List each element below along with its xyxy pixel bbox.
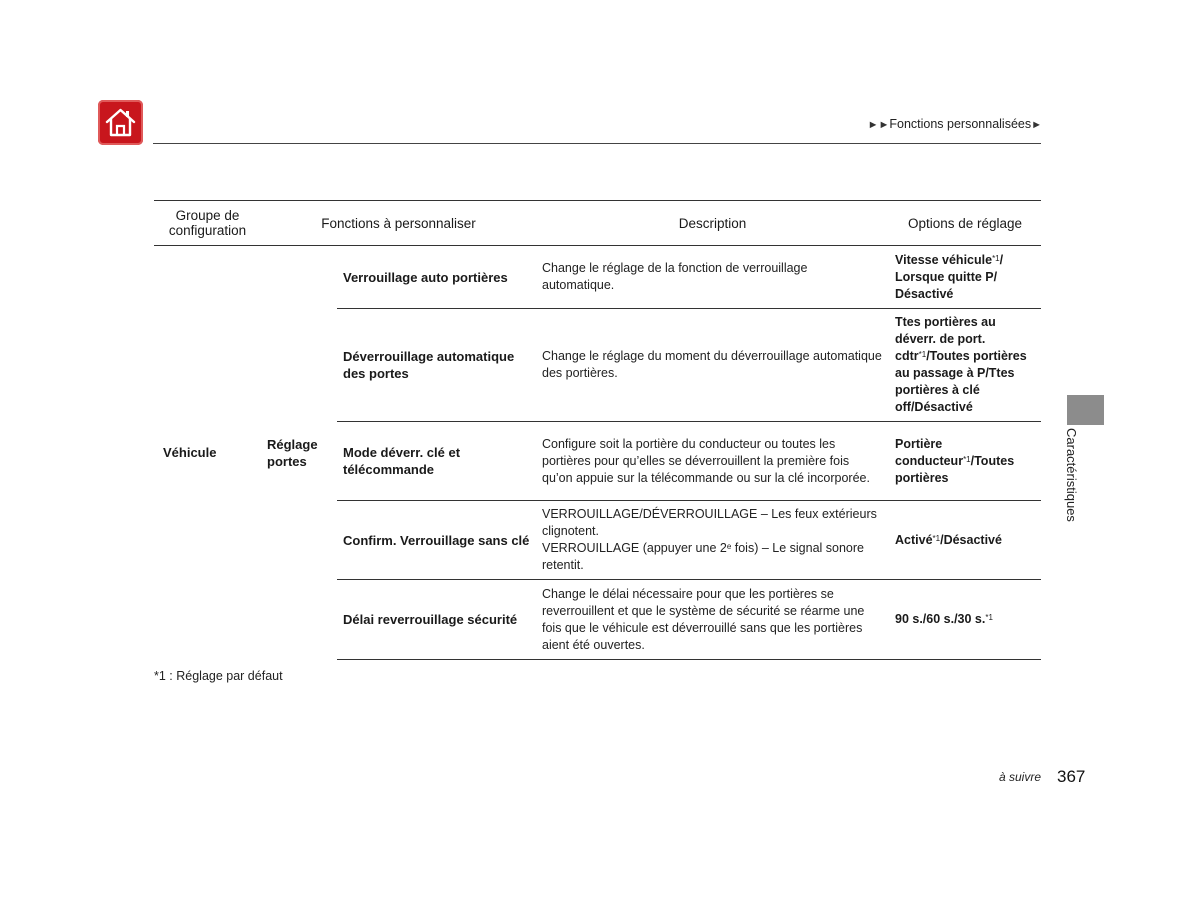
description-cell: Change le réglage du moment du déverrouillage automatique des portières. xyxy=(536,309,889,422)
description-cell: VERROUILLAGE/DÉVERROUILLAGE – Les feux extérieurs clignotent. VERROUILLAGE (appuyer une 2e fois) – Le signal sonore retentit. xyxy=(536,501,889,580)
options-cell: Activé$^{*1}$/Désactivé xyxy=(889,501,1041,580)
group-cell: Véhicule xyxy=(163,445,217,461)
header-divider xyxy=(153,143,1041,144)
continued-label: à suivre xyxy=(999,770,1042,784)
breadcrumb-label: Fonctions personnalisées xyxy=(889,117,1032,131)
table-row xyxy=(154,246,1041,309)
chapter-tab[interactable] xyxy=(1067,395,1104,425)
header-description: Description xyxy=(536,201,889,246)
breadcrumb[interactable] xyxy=(868,117,1042,131)
table-header-row xyxy=(154,201,1041,246)
function-cell: Délai reverrouillage sécurité xyxy=(337,580,536,660)
options-cell: 90 s./60 s./30 s.$^{*1}$ xyxy=(889,580,1041,660)
breadcrumb-end-arrow-icon: ► xyxy=(1031,119,1042,131)
header-group: Groupe de configuration xyxy=(154,201,261,246)
header-options: Options de réglage xyxy=(889,201,1041,246)
breadcrumb-arrows-icon: ►► xyxy=(867,119,890,131)
home-button[interactable] xyxy=(98,100,143,145)
description-cell: Change le délai nécessaire pour que les portières se reverrouillent et que le système de sécurité se réarme une fois que le véhicule est déverrouillé sans que les portières aient été ouvertes. xyxy=(536,580,889,660)
description-cell: Configure soit la portière du conducteur ou toutes les portières pour qu’elles se déverrouillent la première fois qu’on appuie sur la télécommande ou sur la clé incorporée. xyxy=(536,422,889,501)
options-cell: Ttes portières au déverr. de port. cdtr$^{*1}$/Toutes portières au passage à P/Ttes portières à clé off/Désactivé xyxy=(889,309,1041,422)
subgroup-cell: Réglage portes xyxy=(267,436,318,469)
settings-table xyxy=(154,200,1041,660)
options-cell: Vitesse véhicule$^{*1}$/ Lorsque quitte P/ Désactivé xyxy=(889,246,1041,309)
chapter-label: Caractéristiques xyxy=(1064,428,1079,522)
description-cell: Change le réglage de la fonction de verrouillage automatique. xyxy=(536,246,889,309)
function-cell: Confirm. Verrouillage sans clé xyxy=(337,501,536,580)
header-functions: Fonctions à personnaliser xyxy=(261,201,536,246)
function-cell: Déverrouillage automatique des portes xyxy=(337,309,536,422)
page-number: 367 xyxy=(1057,767,1086,786)
function-cell: Verrouillage auto portières xyxy=(337,246,536,309)
footnote: *1 : Réglage par défaut xyxy=(154,669,283,683)
function-cell: Mode déverr. clé et télécommande xyxy=(337,422,536,501)
options-cell: Portière conducteur$^{*1}$/Toutes portières xyxy=(889,422,1041,501)
home-icon xyxy=(104,106,137,139)
